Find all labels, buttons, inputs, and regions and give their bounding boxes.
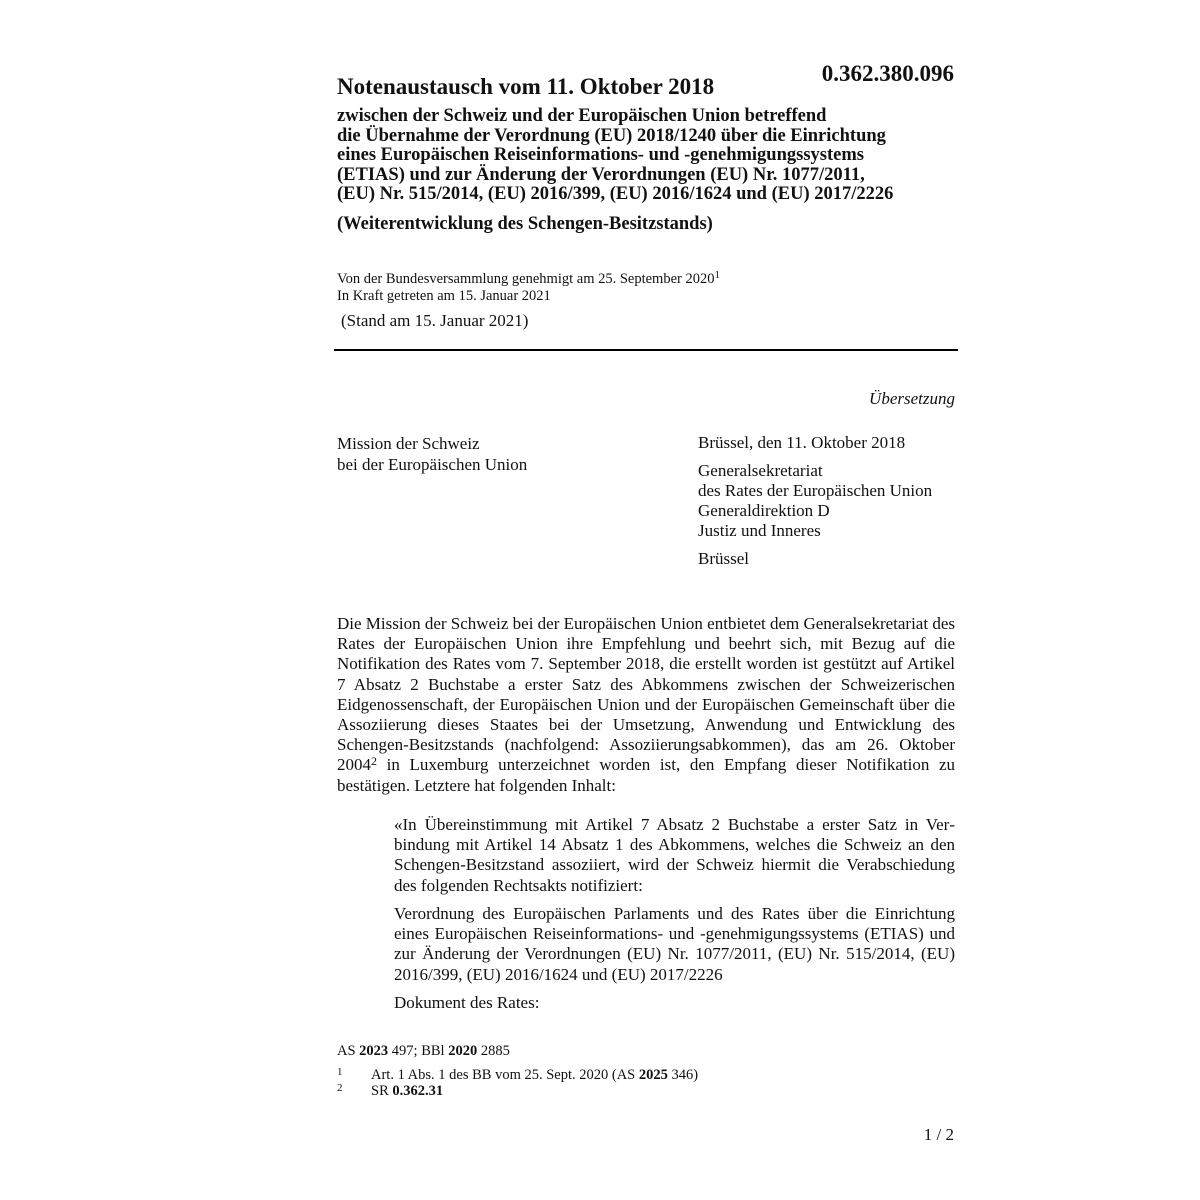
body-text: in Luxemburg unterzeichnet worden ist, den Empfang dieser Notifikation zu bestätigen. Letztere hat folgenden Inhalt: [337, 755, 955, 795]
footnote-ref-1[interactable]: 1 [714, 269, 720, 281]
recipient-line: Generaldirektion D [698, 501, 830, 520]
in-force-line: In Kraft getreten am 15. Januar 2021 [337, 287, 551, 304]
document-title: Notenaustausch vom 11. Oktober 2018 [337, 74, 715, 99]
quote-paragraph: Dokument des Rates: [394, 993, 540, 1012]
quote-paragraph: «In Übereinstimmung mit Artikel 7 Absatz 2 Buchstabe a erster Satz in Verbindung mit Artikel 14 Absatz 1 des Abkommens, welches die Schweiz an den Schengen-Besitzstand assoziiert, wird der Schweiz hiermit die Verabschiedung des folgenden Rechtsakts notifiziert: [394, 815, 955, 895]
schengen-note: (Weiterentwicklung des Schengen-Besitzstands) [337, 214, 713, 234]
as-mid: 497; BBl [388, 1043, 449, 1059]
recipient-block [698, 433, 932, 569]
document-subtitle [337, 107, 977, 205]
recipient-city: Brüssel [698, 549, 749, 568]
sender-line: Mission der Schweiz [337, 434, 480, 453]
approval-line [337, 271, 720, 288]
recipient-line: Generalsekretariat [698, 461, 823, 480]
footnote-text: 346) [667, 1067, 699, 1083]
quote-paragraph: Verordnung des Europäischen Parlaments und des Rates über die Einrichtung eines Europäischen Reiseinformations- und -genehmigungssystems (ETIAS) und zur Änderung der Verordnungen (EU) Nr. 1077/2011, (EU) Nr. 515/2014, (EU) 2016/399, (EU) 2016/1624 und (EU) 2017/2226 [394, 904, 955, 984]
approval-meta [337, 271, 720, 304]
official-reference [337, 1043, 510, 1060]
footnote-2 [337, 1080, 443, 1099]
stand-date: (Stand am 15. Januar 2021) [341, 311, 529, 330]
footnote-text: Art. 1 Abs. 1 des BB vom 25. Sept. 2020 (AS [371, 1067, 639, 1083]
subtitle-line: eines Europäischen Reiseinformations- und -genehmigungssystems [337, 145, 864, 165]
bbl-page: 2885 [477, 1043, 510, 1059]
as-prefix: AS [337, 1043, 360, 1059]
translation-note: Übersetzung [869, 389, 955, 408]
footnote-number: 1 [337, 1066, 343, 1078]
footnote-ref-2[interactable]: 2 [371, 754, 377, 769]
footnote-bold: 2025 [638, 1067, 668, 1083]
bbl-year: 2020 [448, 1043, 478, 1059]
recipient-line: Justiz und Inneres [698, 521, 821, 540]
subtitle-line: die Übernahme der Verordnung (EU) 2018/1240 über die Einrichtung [337, 125, 886, 146]
spacer [698, 541, 932, 549]
body-text: Die Mission der Schweiz bei der Europäischen Union entbietet dem Generalsekretariat des Rates der Europäischen Union ihre Empfehlung und beehrt sich, mit Bezug auf die Notifikation des Rates vom 7. September 2018, die erstellt worden ist gestützt auf Artikel 7 Absatz 2 Buchstabe a erster Satz des Abkommens zwischen der Schweizerischen Eidgenossenschaft, der Europäischen Union und der Europäischen Gemeinschaft über die Assoziierung dieses Staates bei der Umsetzung, Anwendung und Entwicklung des Schengen-Besitzstands (nachfolgend: Assoziierungsabkommen), das am 26. Oktober 2004 [337, 614, 955, 775]
place-date: Brüssel, den 11. Oktober 2018 [698, 433, 906, 452]
page-number: 1 / 2 [923, 1125, 954, 1144]
subtitle-line: (EU) Nr. 515/2014, (EU) 2016/399, (EU) 2016/1624 und (EU) 2017/2226 [337, 184, 894, 204]
sender-block [337, 433, 527, 475]
footnote-number: 2 [337, 1082, 343, 1094]
recipient-line: des Rates der Europäischen Union [698, 481, 933, 500]
subtitle-line: (ETIAS) und zur Änderung der Verordnungen (EU) Nr. 1077/2011, [337, 164, 865, 185]
header-divider [334, 349, 958, 351]
as-year: 2023 [359, 1043, 389, 1059]
footnote-bold: 0.362.31 [392, 1083, 444, 1099]
approval-text: Von der Bundesversammlung genehmigt am 25. September 2020 [337, 271, 715, 287]
body-paragraph [337, 614, 955, 796]
spacer [698, 453, 932, 461]
sr-number: 0.362.380.096 [821, 61, 954, 86]
footnote-text: SR [371, 1083, 393, 1099]
sender-line: bei der Europäischen Union [337, 455, 528, 474]
subtitle-line: zwischen der Schweiz und der Europäischen Union betreffend [337, 106, 827, 126]
